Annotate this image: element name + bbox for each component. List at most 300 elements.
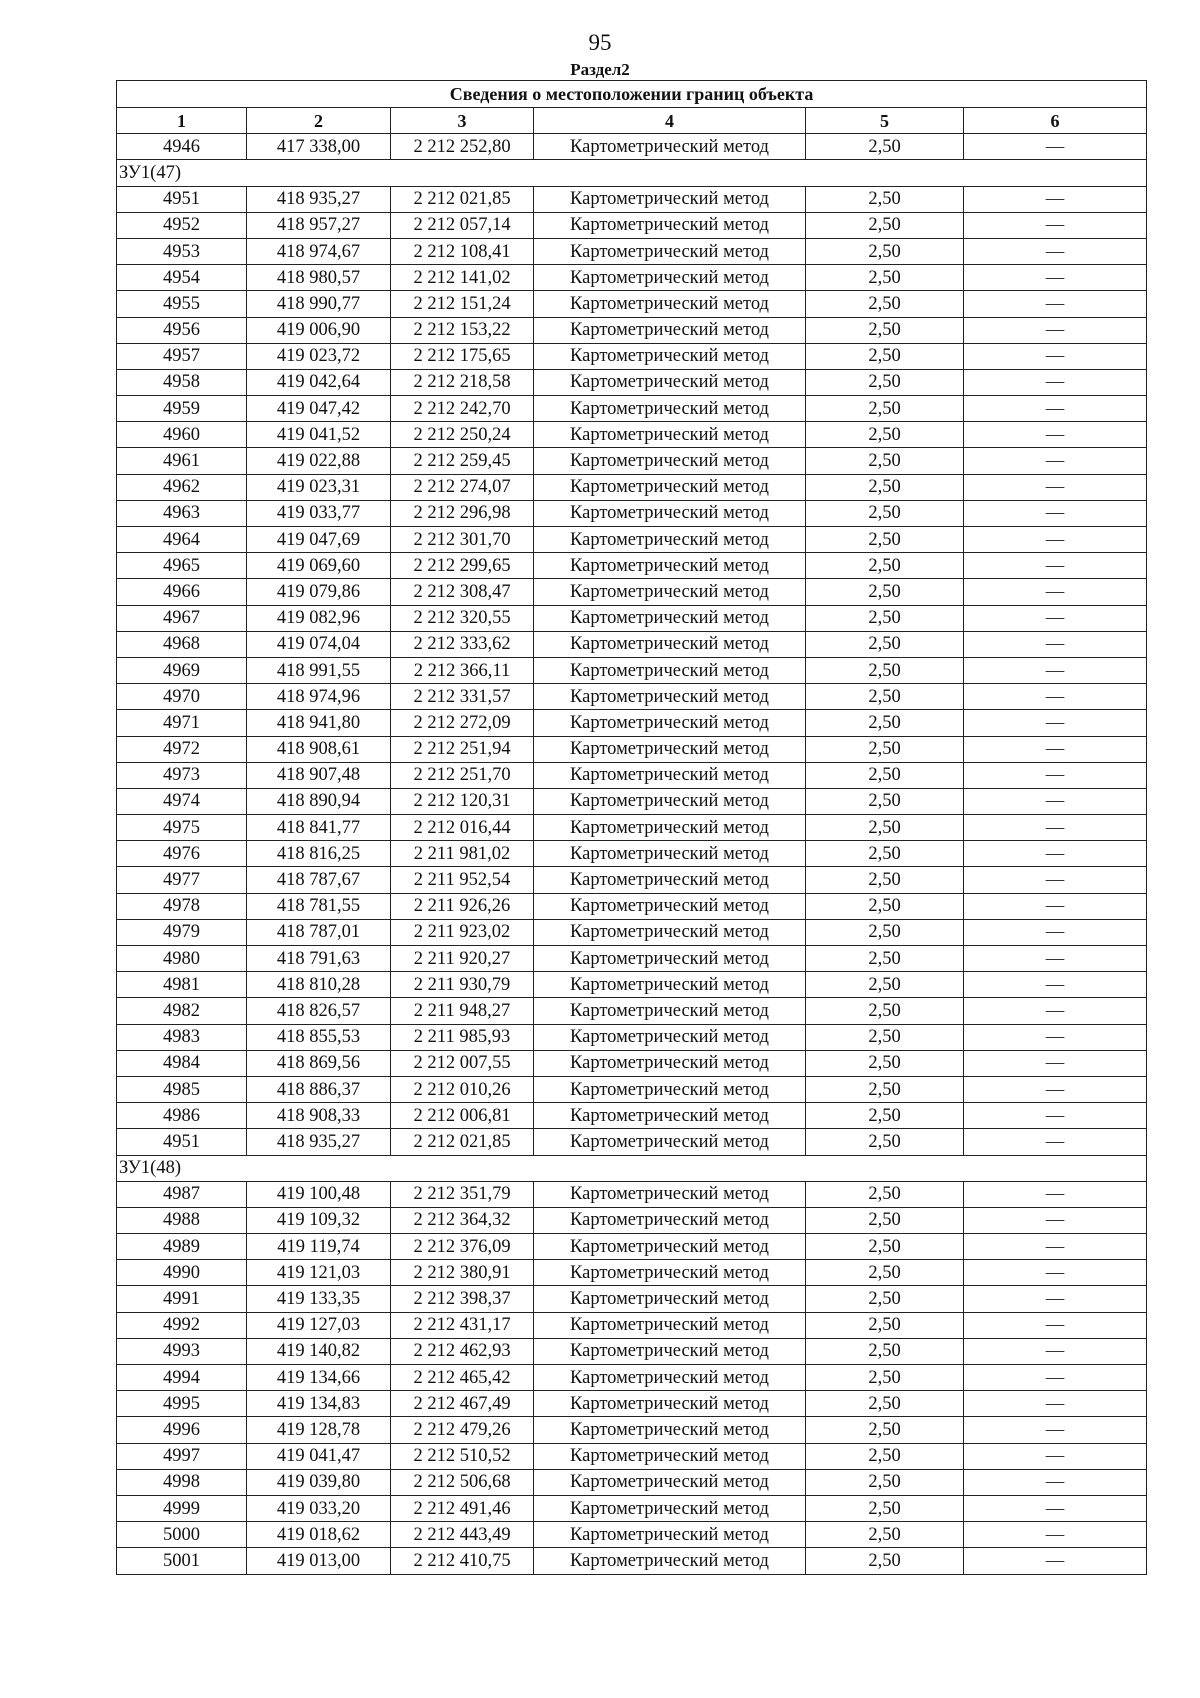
table-row [117, 867, 1147, 893]
accuracy-cell: 2,50 [806, 317, 964, 343]
point-number-cell: 4996 [117, 1417, 247, 1443]
note-cell: — [964, 1548, 1147, 1574]
table-row [117, 1338, 1147, 1364]
table-row [117, 500, 1147, 526]
note-cell: — [964, 527, 1147, 553]
y-coordinate-cell: 2 212 175,65 [391, 343, 534, 369]
y-coordinate-cell: 2 212 431,17 [391, 1312, 534, 1338]
method-cell: Картометрический метод [534, 1338, 806, 1364]
x-coordinate-cell: 419 039,80 [247, 1469, 391, 1495]
y-coordinate-cell: 2 212 007,55 [391, 1050, 534, 1076]
accuracy-cell: 2,50 [806, 369, 964, 395]
table-row [117, 1469, 1147, 1495]
note-cell: — [964, 448, 1147, 474]
method-cell: Картометрический метод [534, 212, 806, 238]
x-coordinate-cell: 418 781,55 [247, 893, 391, 919]
accuracy-cell: 2,50 [806, 1548, 964, 1574]
y-coordinate-cell: 2 211 952,54 [391, 867, 534, 893]
y-coordinate-cell: 2 212 320,55 [391, 605, 534, 631]
note-cell: — [964, 1443, 1147, 1469]
accuracy-cell: 2,50 [806, 474, 964, 500]
accuracy-cell: 2,50 [806, 893, 964, 919]
method-cell: Картометрический метод [534, 527, 806, 553]
note-cell: — [964, 1260, 1147, 1286]
x-coordinate-cell: 418 816,25 [247, 841, 391, 867]
x-coordinate-cell: 418 869,56 [247, 1050, 391, 1076]
x-coordinate-cell: 417 338,00 [247, 134, 391, 160]
accuracy-cell: 2,50 [806, 762, 964, 788]
method-cell: Картометрический метод [534, 317, 806, 343]
note-cell: — [964, 1076, 1147, 1102]
accuracy-cell: 2,50 [806, 815, 964, 841]
x-coordinate-cell: 418 980,57 [247, 265, 391, 291]
y-coordinate-cell: 2 212 506,68 [391, 1469, 534, 1495]
note-cell: — [964, 1103, 1147, 1129]
accuracy-cell: 2,50 [806, 710, 964, 736]
method-cell: Картометрический метод [534, 946, 806, 972]
x-coordinate-cell: 419 042,64 [247, 369, 391, 395]
note-cell: — [964, 657, 1147, 683]
table-row [117, 422, 1147, 448]
x-coordinate-cell: 419 121,03 [247, 1260, 391, 1286]
note-cell: — [964, 1286, 1147, 1312]
point-number-cell: 4972 [117, 736, 247, 762]
point-number-cell: 4975 [117, 815, 247, 841]
y-coordinate-cell: 2 212 021,85 [391, 1129, 534, 1155]
method-cell: Картометрический метод [534, 579, 806, 605]
note-cell: — [964, 762, 1147, 788]
x-coordinate-cell: 419 127,03 [247, 1312, 391, 1338]
method-cell: Картометрический метод [534, 1391, 806, 1417]
method-cell: Картометрический метод [534, 1495, 806, 1521]
method-cell: Картометрический метод [534, 134, 806, 160]
point-number-cell: 4979 [117, 919, 247, 945]
note-cell: — [964, 1312, 1147, 1338]
table-row [117, 972, 1147, 998]
table-row [117, 841, 1147, 867]
method-cell: Картометрический метод [534, 396, 806, 422]
table-row [117, 919, 1147, 945]
point-number-cell: 4954 [117, 265, 247, 291]
y-coordinate-cell: 2 212 443,49 [391, 1522, 534, 1548]
x-coordinate-cell: 418 841,77 [247, 815, 391, 841]
parcel-group-label: ЗУ1(47) [117, 160, 1147, 186]
column-header: 2 [247, 108, 391, 134]
table-row [117, 893, 1147, 919]
y-coordinate-cell: 2 212 141,02 [391, 265, 534, 291]
y-coordinate-cell: 2 212 120,31 [391, 788, 534, 814]
point-number-cell: 4978 [117, 893, 247, 919]
x-coordinate-cell: 418 908,61 [247, 736, 391, 762]
x-coordinate-cell: 419 134,66 [247, 1365, 391, 1391]
point-number-cell: 4984 [117, 1050, 247, 1076]
note-cell: — [964, 867, 1147, 893]
y-coordinate-cell: 2 212 251,94 [391, 736, 534, 762]
point-number-cell: 4963 [117, 500, 247, 526]
method-cell: Картометрический метод [534, 998, 806, 1024]
point-number-cell: 4999 [117, 1495, 247, 1521]
table-row [117, 212, 1147, 238]
x-coordinate-cell: 419 047,69 [247, 527, 391, 553]
y-coordinate-cell: 2 212 410,75 [391, 1548, 534, 1574]
note-cell: — [964, 474, 1147, 500]
point-number-cell: 5001 [117, 1548, 247, 1574]
method-cell: Картометрический метод [534, 186, 806, 212]
y-coordinate-cell: 2 212 252,80 [391, 134, 534, 160]
table-row [117, 1312, 1147, 1338]
method-cell: Картометрический метод [534, 1312, 806, 1338]
method-cell: Картометрический метод [534, 841, 806, 867]
accuracy-cell: 2,50 [806, 1522, 964, 1548]
note-cell: — [964, 841, 1147, 867]
x-coordinate-cell: 418 890,94 [247, 788, 391, 814]
table-row [117, 1103, 1147, 1129]
table-row [117, 1076, 1147, 1102]
method-cell: Картометрический метод [534, 972, 806, 998]
y-coordinate-cell: 2 212 465,42 [391, 1365, 534, 1391]
x-coordinate-cell: 419 119,74 [247, 1234, 391, 1260]
table-row [117, 1443, 1147, 1469]
note-cell: — [964, 1391, 1147, 1417]
table-row [117, 291, 1147, 317]
note-cell: — [964, 343, 1147, 369]
x-coordinate-cell: 418 907,48 [247, 762, 391, 788]
x-coordinate-cell: 419 100,48 [247, 1181, 391, 1207]
point-number-cell: 4956 [117, 317, 247, 343]
table-row [117, 815, 1147, 841]
point-number-cell: 4951 [117, 1129, 247, 1155]
point-number-cell: 4987 [117, 1181, 247, 1207]
table-row [117, 762, 1147, 788]
y-coordinate-cell: 2 212 380,91 [391, 1260, 534, 1286]
table-row [117, 1181, 1147, 1207]
point-number-cell: 4952 [117, 212, 247, 238]
column-header: 3 [391, 108, 534, 134]
method-cell: Картометрический метод [534, 369, 806, 395]
x-coordinate-cell: 418 787,67 [247, 867, 391, 893]
y-coordinate-cell: 2 212 151,24 [391, 291, 534, 317]
table-row [117, 186, 1147, 212]
x-coordinate-cell: 418 908,33 [247, 1103, 391, 1129]
note-cell: — [964, 1495, 1147, 1521]
point-number-cell: 4998 [117, 1469, 247, 1495]
x-coordinate-cell: 418 935,27 [247, 186, 391, 212]
method-cell: Картометрический метод [534, 1286, 806, 1312]
note-cell: — [964, 684, 1147, 710]
point-number-cell: 4989 [117, 1234, 247, 1260]
method-cell: Картометрический метод [534, 1207, 806, 1233]
note-cell: — [964, 972, 1147, 998]
y-coordinate-cell: 2 212 250,24 [391, 422, 534, 448]
method-cell: Картометрический метод [534, 265, 806, 291]
table-caption-row [117, 81, 1147, 108]
y-coordinate-cell: 2 212 242,70 [391, 396, 534, 422]
point-number-cell: 4994 [117, 1365, 247, 1391]
method-cell: Картометрический метод [534, 788, 806, 814]
point-number-cell: 4974 [117, 788, 247, 814]
x-coordinate-cell: 419 041,47 [247, 1443, 391, 1469]
table-row [117, 1391, 1147, 1417]
accuracy-cell: 2,50 [806, 396, 964, 422]
table-row [117, 1207, 1147, 1233]
note-cell: — [964, 815, 1147, 841]
point-number-cell: 4970 [117, 684, 247, 710]
point-number-cell: 4977 [117, 867, 247, 893]
table-row [117, 1024, 1147, 1050]
y-coordinate-cell: 2 212 218,58 [391, 369, 534, 395]
x-coordinate-cell: 419 018,62 [247, 1522, 391, 1548]
method-cell: Картометрический метод [534, 1417, 806, 1443]
table-row [117, 1129, 1147, 1155]
point-number-cell: 4971 [117, 710, 247, 736]
accuracy-cell: 2,50 [806, 605, 964, 631]
method-cell: Картометрический метод [534, 893, 806, 919]
column-header: 6 [964, 108, 1147, 134]
accuracy-cell: 2,50 [806, 1417, 964, 1443]
y-coordinate-cell: 2 212 296,98 [391, 500, 534, 526]
x-coordinate-cell: 419 109,32 [247, 1207, 391, 1233]
note-cell: — [964, 212, 1147, 238]
table-row [117, 1365, 1147, 1391]
y-coordinate-cell: 2 211 948,27 [391, 998, 534, 1024]
y-coordinate-cell: 2 212 272,09 [391, 710, 534, 736]
note-cell: — [964, 396, 1147, 422]
x-coordinate-cell: 418 791,63 [247, 946, 391, 972]
table-row [117, 998, 1147, 1024]
y-coordinate-cell: 2 212 259,45 [391, 448, 534, 474]
method-cell: Картометрический метод [534, 1050, 806, 1076]
accuracy-cell: 2,50 [806, 631, 964, 657]
method-cell: Картометрический метод [534, 291, 806, 317]
table-row [117, 1286, 1147, 1312]
note-cell: — [964, 553, 1147, 579]
method-cell: Картометрический метод [534, 815, 806, 841]
note-cell: — [964, 1234, 1147, 1260]
accuracy-cell: 2,50 [806, 1365, 964, 1391]
boundary-coordinates-table [116, 80, 1147, 1575]
accuracy-cell: 2,50 [806, 1129, 964, 1155]
group-row [117, 160, 1147, 186]
note-cell: — [964, 1024, 1147, 1050]
table-row [117, 1234, 1147, 1260]
x-coordinate-cell: 419 128,78 [247, 1417, 391, 1443]
point-number-cell: 4973 [117, 762, 247, 788]
y-coordinate-cell: 2 212 376,09 [391, 1234, 534, 1260]
y-coordinate-cell: 2 211 981,02 [391, 841, 534, 867]
accuracy-cell: 2,50 [806, 736, 964, 762]
accuracy-cell: 2,50 [806, 657, 964, 683]
x-coordinate-cell: 418 941,80 [247, 710, 391, 736]
x-coordinate-cell: 419 140,82 [247, 1338, 391, 1364]
y-coordinate-cell: 2 212 510,52 [391, 1443, 534, 1469]
y-coordinate-cell: 2 212 308,47 [391, 579, 534, 605]
point-number-cell: 4982 [117, 998, 247, 1024]
note-cell: — [964, 946, 1147, 972]
note-cell: — [964, 291, 1147, 317]
method-cell: Картометрический метод [534, 448, 806, 474]
table-row [117, 238, 1147, 264]
x-coordinate-cell: 418 935,27 [247, 1129, 391, 1155]
x-coordinate-cell: 419 033,20 [247, 1495, 391, 1521]
accuracy-cell: 2,50 [806, 1338, 964, 1364]
point-number-cell: 4961 [117, 448, 247, 474]
note-cell: — [964, 1207, 1147, 1233]
table-row [117, 736, 1147, 762]
point-number-cell: 4983 [117, 1024, 247, 1050]
y-coordinate-cell: 2 211 923,02 [391, 919, 534, 945]
accuracy-cell: 2,50 [806, 1103, 964, 1129]
table-row [117, 1260, 1147, 1286]
accuracy-cell: 2,50 [806, 919, 964, 945]
note-cell: — [964, 998, 1147, 1024]
note-cell: — [964, 500, 1147, 526]
method-cell: Картометрический метод [534, 553, 806, 579]
x-coordinate-cell: 418 957,27 [247, 212, 391, 238]
note-cell: — [964, 1338, 1147, 1364]
point-number-cell: 5000 [117, 1522, 247, 1548]
table-row [117, 684, 1147, 710]
table-row [117, 343, 1147, 369]
note-cell: — [964, 788, 1147, 814]
x-coordinate-cell: 419 082,96 [247, 605, 391, 631]
parcel-group-label: ЗУ1(48) [117, 1155, 1147, 1181]
section-title: Раздел2 [570, 60, 630, 79]
method-cell: Картометрический метод [534, 657, 806, 683]
point-number-cell: 4957 [117, 343, 247, 369]
accuracy-cell: 2,50 [806, 1234, 964, 1260]
y-coordinate-cell: 2 211 920,27 [391, 946, 534, 972]
point-number-cell: 4988 [117, 1207, 247, 1233]
point-number-cell: 4997 [117, 1443, 247, 1469]
x-coordinate-cell: 419 023,31 [247, 474, 391, 500]
note-cell: — [964, 238, 1147, 264]
method-cell: Картометрический метод [534, 1129, 806, 1155]
accuracy-cell: 2,50 [806, 1050, 964, 1076]
y-coordinate-cell: 2 211 985,93 [391, 1024, 534, 1050]
accuracy-cell: 2,50 [806, 1312, 964, 1338]
method-cell: Картометрический метод [534, 710, 806, 736]
method-cell: Картометрический метод [534, 684, 806, 710]
accuracy-cell: 2,50 [806, 291, 964, 317]
note-cell: — [964, 919, 1147, 945]
accuracy-cell: 2,50 [806, 134, 964, 160]
note-cell: — [964, 1469, 1147, 1495]
x-coordinate-cell: 419 069,60 [247, 553, 391, 579]
point-number-cell: 4980 [117, 946, 247, 972]
table-row [117, 1495, 1147, 1521]
accuracy-cell: 2,50 [806, 212, 964, 238]
method-cell: Картометрический метод [534, 762, 806, 788]
point-number-cell: 4992 [117, 1312, 247, 1338]
y-coordinate-cell: 2 212 108,41 [391, 238, 534, 264]
accuracy-cell: 2,50 [806, 1076, 964, 1102]
table-row [117, 317, 1147, 343]
method-cell: Картометрический метод [534, 1365, 806, 1391]
x-coordinate-cell: 418 810,28 [247, 972, 391, 998]
y-coordinate-cell: 2 212 331,57 [391, 684, 534, 710]
note-cell: — [964, 265, 1147, 291]
note-cell: — [964, 631, 1147, 657]
accuracy-cell: 2,50 [806, 500, 964, 526]
method-cell: Картометрический метод [534, 605, 806, 631]
accuracy-cell: 2,50 [806, 579, 964, 605]
group-row [117, 1155, 1147, 1181]
accuracy-cell: 2,50 [806, 1495, 964, 1521]
y-coordinate-cell: 2 212 467,49 [391, 1391, 534, 1417]
note-cell: — [964, 893, 1147, 919]
accuracy-cell: 2,50 [806, 238, 964, 264]
accuracy-cell: 2,50 [806, 1469, 964, 1495]
method-cell: Картометрический метод [534, 422, 806, 448]
accuracy-cell: 2,50 [806, 1443, 964, 1469]
note-cell: — [964, 736, 1147, 762]
method-cell: Картометрический метод [534, 736, 806, 762]
y-coordinate-cell: 2 212 491,46 [391, 1495, 534, 1521]
y-coordinate-cell: 2 212 016,44 [391, 815, 534, 841]
method-cell: Картометрический метод [534, 919, 806, 945]
accuracy-cell: 2,50 [806, 265, 964, 291]
point-number-cell: 4990 [117, 1260, 247, 1286]
note-cell: — [964, 422, 1147, 448]
table-row [117, 605, 1147, 631]
table-row [117, 946, 1147, 972]
accuracy-cell: 2,50 [806, 422, 964, 448]
y-coordinate-cell: 2 212 010,26 [391, 1076, 534, 1102]
point-number-cell: 4985 [117, 1076, 247, 1102]
x-coordinate-cell: 419 047,42 [247, 396, 391, 422]
table-row [117, 657, 1147, 683]
accuracy-cell: 2,50 [806, 1024, 964, 1050]
y-coordinate-cell: 2 212 462,93 [391, 1338, 534, 1364]
table-row [117, 527, 1147, 553]
accuracy-cell: 2,50 [806, 1260, 964, 1286]
x-coordinate-cell: 419 006,90 [247, 317, 391, 343]
note-cell: — [964, 1050, 1147, 1076]
method-cell: Картометрический метод [534, 1443, 806, 1469]
point-number-cell: 4951 [117, 186, 247, 212]
x-coordinate-cell: 419 074,04 [247, 631, 391, 657]
y-coordinate-cell: 2 212 057,14 [391, 212, 534, 238]
point-number-cell: 4986 [117, 1103, 247, 1129]
method-cell: Картометрический метод [534, 1260, 806, 1286]
table-body [117, 134, 1147, 1574]
x-coordinate-cell: 418 826,57 [247, 998, 391, 1024]
method-cell: Картометрический метод [534, 343, 806, 369]
point-number-cell: 4953 [117, 238, 247, 264]
point-number-cell: 4969 [117, 657, 247, 683]
note-cell: — [964, 605, 1147, 631]
y-coordinate-cell: 2 212 274,07 [391, 474, 534, 500]
method-cell: Картометрический метод [534, 1469, 806, 1495]
y-coordinate-cell: 2 212 251,70 [391, 762, 534, 788]
accuracy-cell: 2,50 [806, 1181, 964, 1207]
y-coordinate-cell: 2 211 926,26 [391, 893, 534, 919]
table-row [117, 1050, 1147, 1076]
point-number-cell: 4967 [117, 605, 247, 631]
accuracy-cell: 2,50 [806, 1207, 964, 1233]
method-cell: Картометрический метод [534, 631, 806, 657]
table-row [117, 553, 1147, 579]
x-coordinate-cell: 419 022,88 [247, 448, 391, 474]
accuracy-cell: 2,50 [806, 1286, 964, 1312]
y-coordinate-cell: 2 212 021,85 [391, 186, 534, 212]
point-number-cell: 4960 [117, 422, 247, 448]
x-coordinate-cell: 418 787,01 [247, 919, 391, 945]
table-row [117, 474, 1147, 500]
x-coordinate-cell: 419 041,52 [247, 422, 391, 448]
x-coordinate-cell: 419 079,86 [247, 579, 391, 605]
method-cell: Картометрический метод [534, 238, 806, 264]
